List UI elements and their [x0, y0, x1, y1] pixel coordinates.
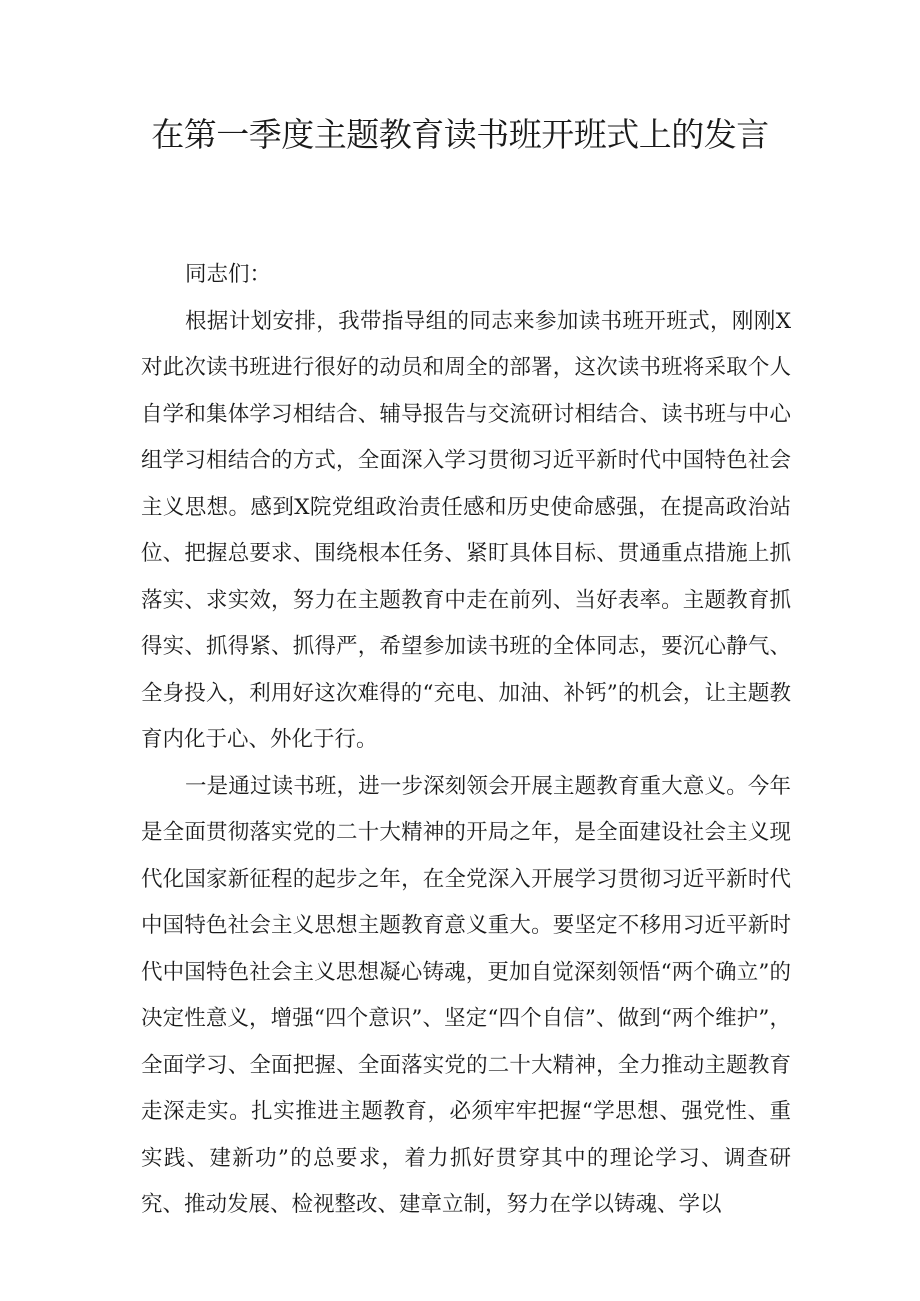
document-title: 在第一季度主题教育读书班开班式上的发言	[151, 115, 769, 154]
salutation: 同志们：	[185, 262, 272, 287]
document-body	[141, 252, 791, 1229]
paragraph-2: 一是通过读书班，进一步深刻领会开展主题教育重大意义。今年是全面贯彻落实党的二十大精神的开局之年，是全面建设社会主义现代化国家新征程的起步之年，在全党深入开展学习贯彻习近平新时代中国特色社会主义思想主题教育意义重大。要坚定不移用习近平新时代中国特色社会主义思想凝心铸魂，更加自觉深刻领悟“两个确立”的决定性意义，增强“四个意识”、坚定“四个自信”、做到“两个维护”，全面学习、全面把握、全面落实党的二十大精神，全力推动主题教育走深走实。扎实推进主题教育，必须牢牢把握“学思想、强党性、重实践、建新功”的总要求，着力抓好贯穿其中的理论学习、调查研究、推动发展、检视整改、建章立制，努力在学以铸魂、学以	[141, 773, 791, 1217]
paragraph-1: 根据计划安排，我带指导组的同志来参加读书班开班式，刚刚X对此次读书班进行很好的动员和周全的部署，这次读书班将采取个人自学和集体学习相结合、辅导报告与交流研讨相结合、读书班与中心组学习相结合的方式，全面深入学习贯彻习近平新时代中国特色社会主义思想。感到X院党组政治责任感和历史使命感强，在提高政治站位、把握总要求、围绕根本任务、紧盯具体目标、贯通重点措施上抓落实、求实效，努力在主题教育中走在前列、当好表率。主题教育抓得实、抓得紧、抓得严，希望参加读书班的全体同志，要沉心静气、全身投入，利用好这次难得的“充电、加油、补钙”的机会，让主题教育内化于心、外化于行。	[141, 308, 791, 752]
